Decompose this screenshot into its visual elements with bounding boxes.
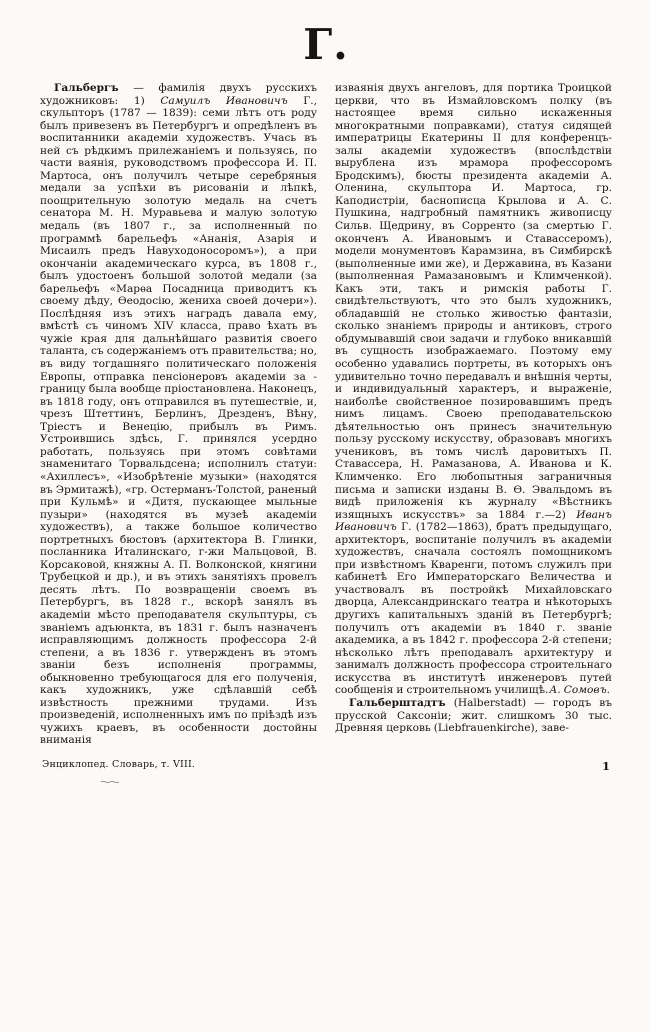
volume-imprint: Энциклопед. Словарь, т. VIII.: [42, 758, 196, 770]
article-body-right-2: Г. (1782—1863), братъ предыдущаго, архитекторъ, воспитаніе получилъ въ академіи художествъ, сначала состоялъ помощникомъ при извѣстномъ Кваренги, потомъ служилъ при кабинетѣ Его Императорскаго Величества и участвовалъ въ постройкѣ Михайловскаго дворца, Александринскаго театра и нѣкоторыхъ другихъ капитальныхъ зданій въ Петербургѣ; получилъ отъ академіи въ 1840 г. званіе академика, а въ 1842 г. профессора 2-й степени; нѣсколько лѣтъ преподавалъ архитектуру и занималъ должность профессора строительнаго искусства въ институтѣ инженеровъ путей сообщенія и строительномъ училищѣ.: [335, 521, 612, 697]
author-signature: А. Сомовъ.: [549, 684, 610, 697]
article-body-right: изваянія двухъ ангеловъ, для портика Троицкой церкви, что въ Измайловскомъ полку (въ настоящее время сильно искаженныя многократными поправками), статуя сидящей императрицы Екатерины II для конференцъ-залы академіи художествъ (впослѣдствіи вырублена изъ мрамора профессоромъ Бродскимъ), бюсты президента академіи А. Оленина, скульптора И. Мартоса, гр. Каподистріи, баснописца Крылова и А. С. Пушкина, надгробный памятникъ живописцу Сильв. Щедрину, въ Сорренто (за смертью Г. оконченъ А. Ивановымъ и Ставассеромъ), модели монументовъ Карамзина, въ Симбирскѣ (выполненные ими же), и Державина, въ Казани (выполненная Рамазановымъ и Климченкой). Какъ эти, такъ и римскія работы Г. свидѣтельствуютъ, что это былъ художникъ, обладавшій не столько живостью фантазіи, сколько знаніемъ природы и антиковъ, строго обдумывавшій свои задачи и глубоко вникавшій въ сущность изображаемаго. Поэтому ему особенно удавались портреты, въ которыхъ онъ удивительно точно передавалъ и внѣшнія черты, и индивидуальный характеръ, и выраженіе, наиболѣе свойственное позировавшимъ предъ нимъ лицамъ. Своею преподавательскою дѣятельностью онъ принесъ значительную пользу русскому искусству, образовавъ многихъ учениковъ, въ томъ числѣ даровитыхъ П. Ставассера, Н. Рамазанова, А. Иванова и К. Климченко. Его любопытныя заграничныя письма и записки изданы В. Ѳ. Эвальдомъ въ видѣ приложенія къ журналу «Вѣстникъ изящныхъ искусствъ» за 1884 г.—2): [335, 82, 612, 521]
page-footer: [40, 759, 612, 789]
left-column: [40, 82, 317, 747]
person2-name: Иванъ Ивановичъ: [335, 508, 612, 534]
person1-name: Самуилъ Ивановичъ: [160, 94, 288, 107]
page-number: 1: [601, 758, 610, 773]
article-halberstadt: [335, 697, 612, 735]
article-halberstadt-body: (Halberstadt) — городъ въ прусской Саксоніи; жит. слишкомъ 30 тыс. Древняя церковь (Liebfrauenkirche), заве-: [335, 697, 612, 735]
section-letter-heading: Г.: [303, 20, 349, 69]
printer-ornament-icon: [100, 779, 120, 785]
entry-title-halberstadt: Гальберштадтъ: [349, 697, 446, 710]
article-halberg-right-part: [335, 82, 612, 697]
entry-intro-text: — фамилія двухъ русскихъ художниковъ: 1): [40, 82, 317, 107]
article-body-left: Г., скульпторъ (1787 — 1839): семи лѣтъ отъ роду былъ привезенъ въ Петербургъ и опредѣленъ въ воспитанники академіи художествъ. Учась въ ней съ рѣдкимъ прилежаніемъ и пользуясь, по части ваянія, руководствомъ профессора И. П. Мартоса, онъ получилъ четыре серебряныя медали за успѣхи въ рисованіи и лѣпкѣ, поощрительную золотую медаль на счетъ сенатора М. Н. Муравьева и малую золотую медаль (въ 1807 г., за исполненный по программѣ барельефъ «Ананія, Азарія и Мисаилъ предъ Навуходоносоромъ»), а при окончаніи академическаго курса, въ 1808 г., былъ удостоенъ большой золотой медали (за барельефъ «Марѳа Посадница приводитъ къ своему дѣду, Ѳеодосію, жениха своей дочери»). Послѣдняя изъ этихъ наградъ давала ему, вмѣстѣ съ чиномъ XIV класса, право ѣхать въ чужіе края для дальнѣйшаго развитія своего таланта, съ содержаніемъ отъ правительства; но, въ виду тогдашняго политическаго положенія Европы, отправка пенсіонеровъ академіи за - границу была вообще пріостановлена. Наконецъ, въ 1818 году, онъ отправился въ путешествіе, и, чрезъ Штеттинъ, Берлинъ, Дрезденъ, Вѣну, Тріестъ и Венецію, прибылъ въ Римъ. Устроившись здѣсь, Г. принялся усердно работать, пользуясь при этомъ совѣтами знаменитаго Торвальдсена; исполнилъ статуи: «Ахиллесъ», «Изобрѣтеніе музыки» (находятся въ Эрмитажѣ), «гр. Остерманъ-Толстой, раненый при Кульмѣ» и «Дитя, пускающее мыльные пузыри» (находятся въ музеѣ академіи художествъ), а также большое количество портретныхъ бюстовъ (архитектора В. Глинки, посланника Италинскаго, г-жи Мальцовой, В. Корсаковой, княжны А. П. Волконской, княгини Трубецкой и др.), и въ этихъ занятіяхъ провелъ десять лѣтъ. По возвращеніи своемъ въ Петербургъ, въ 1828 г., вскорѣ занялъ въ академіи мѣсто преподавателя скульптуры, съ званіемъ адъюнкта, въ 1831 г. былъ назначенъ исправляющимъ должность профессора 2-й степени, а въ 1836 г. утвержденъ въ этомъ званіи безъ исполненія программы, обыкновенно требующагося для его полученія, какъ художникъ, уже сдѣлавшій себѣ извѣстность прежними трудами. Изъ произведеній, исполненныхъ имъ по пріѣздѣ изъ чужихъ краевъ, въ особенности достойны вниманія: [40, 94, 317, 747]
article-halberg-left-part: [40, 82, 317, 747]
text-columns: [40, 82, 612, 747]
footer-left: [42, 759, 195, 789]
right-column: [335, 82, 612, 747]
entry-title-halberg: Гальбергъ: [54, 82, 119, 94]
